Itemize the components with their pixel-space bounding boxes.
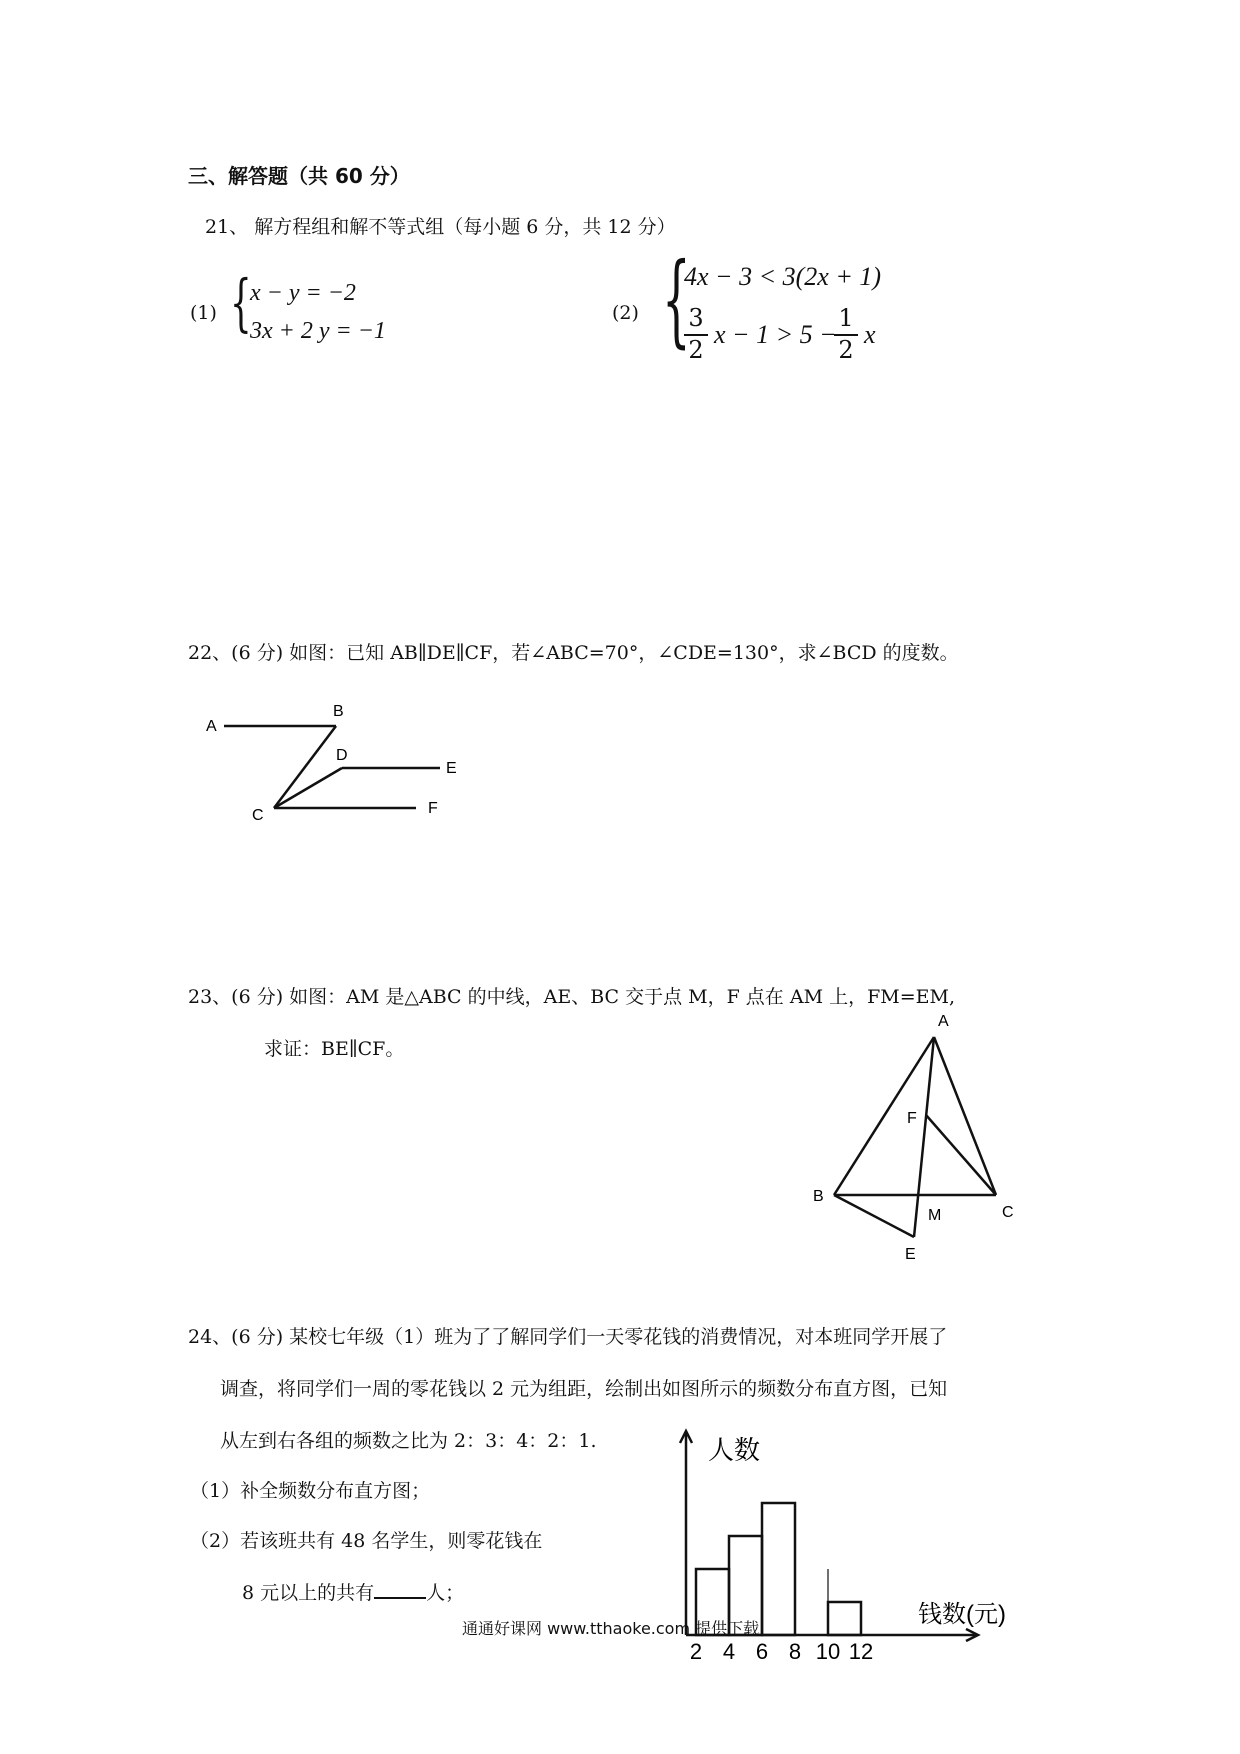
- q23-stem: 23、(6 分) 如图：AM 是△ABC 的中线，AE、BC 交于点 M，F 点在 AM 上，FM=EM,: [188, 986, 955, 1008]
- q24-line3: 从左到右各组的频数之比为 2：3：4：2：1.: [220, 1430, 597, 1452]
- fraction-numerator: 1: [838, 304, 854, 332]
- label-m: M: [928, 1207, 942, 1224]
- q21-part2-ineq2-end: x: [864, 320, 876, 349]
- q21-part2-ineq2-mid: x − 1 > 5 −: [714, 320, 837, 349]
- q23-figure: [800, 1005, 1030, 1265]
- fraction-denominator: 2: [688, 336, 704, 364]
- label-e: E: [446, 760, 457, 777]
- q21-stem: 21、 解方程组和解不等式组（每小题 6 分，共 12 分）: [205, 216, 676, 238]
- q24-line2: 调查，将同学们一周的零花钱以 2 元为组距，绘制出如图所示的频数分布直方图，已知: [220, 1378, 948, 1400]
- q24-sub3: [242, 1578, 464, 1605]
- q22-stem: 22、(6 分) 如图：已知 AB∥DE∥CF，若∠ABC=70°，∠CDE=130°，求∠BCD 的度数。: [188, 642, 959, 664]
- label-a: A: [938, 1013, 949, 1030]
- fraction-denominator: 2: [838, 336, 854, 364]
- y-axis-label: 人数: [708, 1435, 761, 1465]
- q21-part2-label: (2): [612, 302, 639, 324]
- left-brace-icon: {: [662, 241, 691, 358]
- x-tick-label: 4: [722, 1639, 736, 1664]
- x-tick-label: 2: [689, 1639, 703, 1664]
- label-c: C: [1002, 1204, 1014, 1221]
- q22-figure: [190, 690, 480, 830]
- segment-cd: [274, 768, 342, 808]
- q24-sub2: （2）若该班共有 48 名学生，则零花钱在: [190, 1530, 543, 1552]
- segment-cf: [926, 1115, 996, 1195]
- fraction-3-2: [684, 304, 708, 364]
- q21-part2-ineq1: 4x − 3 < 3(2x + 1): [684, 262, 882, 291]
- section-title: 三、解答题（共 60 分）: [188, 164, 410, 188]
- segment-ac: [934, 1037, 996, 1195]
- x-tick-label: 6: [755, 1639, 769, 1664]
- left-brace-icon: {: [230, 266, 252, 339]
- q24-sub3-post: 人；: [426, 1582, 465, 1604]
- q23-prove: 求证：BE∥CF。: [264, 1038, 405, 1060]
- q24-sub3-pre: 8 元以上的共有: [242, 1582, 375, 1604]
- q21-part1-eq2: 3x + 2 y = −1: [250, 318, 386, 344]
- label-c: C: [252, 807, 264, 824]
- label-f: F: [907, 1110, 917, 1127]
- histogram-bar-10-12: [828, 1602, 861, 1635]
- q21-part1-eq1: x − y = −2: [250, 280, 356, 306]
- fraction-1-2: [834, 304, 858, 364]
- segment-bc: [274, 726, 336, 808]
- segment-be: [834, 1195, 914, 1237]
- answer-blank[interactable]: [374, 1581, 426, 1599]
- x-tick-label: 10: [815, 1639, 841, 1664]
- q24-sub1: （1）补全频数分布直方图；: [190, 1480, 431, 1502]
- q21-part1-label: (1): [190, 302, 217, 324]
- label-b: B: [813, 1188, 824, 1205]
- x-axis-label: 钱数(元): [918, 1601, 1006, 1628]
- label-d: D: [336, 747, 348, 764]
- label-a: A: [206, 718, 217, 735]
- fraction-numerator: 3: [688, 304, 704, 332]
- label-b: B: [333, 703, 344, 720]
- label-f: F: [428, 800, 438, 817]
- x-tick-label: 8: [788, 1639, 802, 1664]
- q24-line1: 24、(6 分) 某校七年级（1）班为了了解同学们一天零花钱的消费情况，对本班同学开展了: [188, 1326, 948, 1348]
- histogram-bar-6-8: [762, 1503, 795, 1635]
- segment-ab: [834, 1037, 934, 1195]
- label-e: E: [905, 1246, 916, 1263]
- x-tick-label: 12: [848, 1639, 874, 1664]
- footer-watermark: 通通好课网 www.tthaoke.com 提供下载: [462, 1619, 760, 1638]
